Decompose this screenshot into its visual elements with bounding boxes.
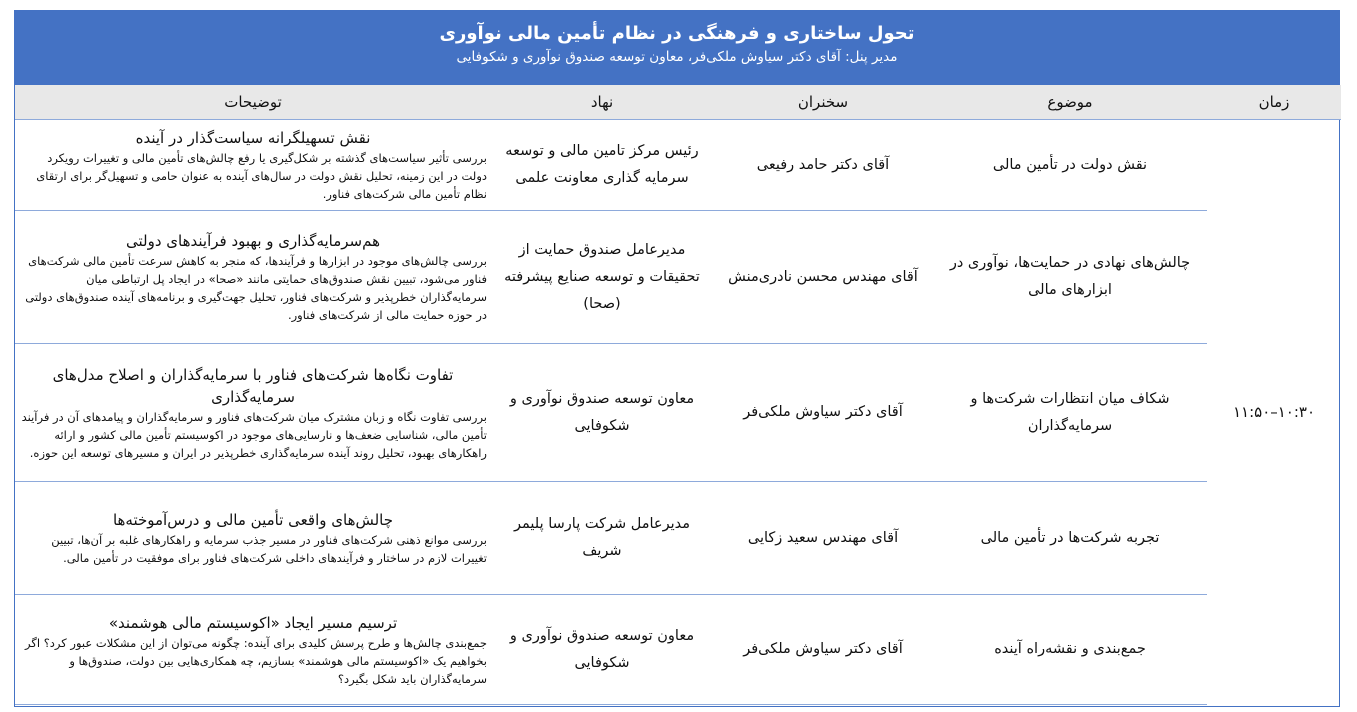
table-row: [15, 120, 1341, 211]
topic-cell: تجربه شرکت‌ها در تأمین مالی: [933, 482, 1207, 595]
topic-cell: جمع‌بندی و نقشه‌راه آینده: [933, 595, 1207, 705]
column-header-time: زمان: [1207, 85, 1341, 120]
column-header-topic: موضوع: [933, 85, 1207, 120]
panel-schedule: [14, 10, 1340, 707]
description-cell: [15, 120, 491, 211]
table-row: [15, 344, 1341, 482]
schedule-table: [15, 85, 1341, 705]
speaker-cell: آقای مهندس محسن نادری‌منش: [713, 211, 933, 344]
institution-cell: رئیس مرکز تامین مالی و توسعه سرمایه گذاری معاونت علمی: [491, 120, 713, 211]
description-title: تفاوت نگاه‌ها شرکت‌های فناور با سرمایه‌گذاران و اصلاح مدل‌های سرمایه‌گذاری: [52, 365, 454, 406]
description-body: بررسی تأثیر سیاست‌های گذشته بر شکل‌گیری یا رفع چالش‌های تأمین مالی و تغییرات رویکرد دولت در این زمینه، تحلیل نقش دولت در سال‌های آینده به عنوان حامی و تسهیل‌گر برای ارتقای نظام تأمین مالی شرکت‌های فناور.: [36, 151, 487, 201]
panel-moderator: مدیر پنل: آقای دکتر سیاوش ملکی‌فر، معاون توسعه صندوق نوآوری و شکوفایی: [456, 49, 898, 65]
column-header-description: توضیحات: [15, 85, 491, 120]
panel-header: [15, 11, 1339, 85]
description-title: ترسیم مسیر ایجاد «اکوسیستم مالی هوشمند»: [108, 613, 398, 632]
topic-cell: شکاف میان انتظارات شرکت‌ها و سرمایه‌گذاران: [933, 344, 1207, 482]
table-row: [15, 482, 1341, 595]
column-header-institution: نهاد: [491, 85, 713, 120]
description-body: بررسی چالش‌های موجود در ابزارها و فرآیندها، که منجر به کاهش سرعت تأمین مالی شرکت‌های فناور می‌شود، تبیین نقش صندوق‌های حمایتی مانند «صحا» در ایجاد پل ارتباطی میان سرمایه‌گذاران خطرپذیر و شرکت‌های فناور، تحلیل جهت‌گیری و برنامه‌های آینده صندوق‌های دولتی در حوزه حمایت مالی از شرکت‌های فناور.: [25, 254, 487, 322]
description-title: چالش‌های واقعی تأمین مالی و درس‌آموخته‌ها: [112, 511, 394, 529]
table-header-row: [15, 85, 1341, 120]
description-body: جمع‌بندی چالش‌ها و طرح پرسش کلیدی برای آینده: چگونه می‌توان از این مشکلات عبور کرد؟ اگر بخواهیم یک «اکوسیستم مالی هوشمند» بسازیم، چه همکاری‌هایی بین دولت، صندوق‌ها و سرمایه‌گذاران باید شکل بگیرد؟: [25, 635, 487, 686]
panel-title: تحول ساختاری و فرهنگی در نظام تأمین مالی نوآوری: [439, 23, 915, 44]
speaker-cell: آقای دکتر سیاوش ملکی‌فر: [713, 595, 933, 705]
institution-cell: مدیرعامل صندوق حمایت از تحقیقات و توسعه صنایع پیشرفته (صحا): [491, 211, 713, 344]
speaker-cell: آقای دکتر سیاوش ملکی‌فر: [713, 344, 933, 482]
description-body: بررسی موانع ذهنی شرکت‌های فناور در مسیر جذب سرمایه و راهکارهای غلبه بر آن‌ها، تبیین تغییرات لازم در ساختار و فرآیندهای داخلی شرکت‌های فناور برای موفقیت در تأمین مالی.: [51, 533, 487, 565]
column-header-speakers: سخنران: [713, 85, 933, 120]
topic-cell: نقش دولت در تأمین مالی: [933, 120, 1207, 211]
institution-cell: معاون توسعه صندوق نوآوری و شکوفایی: [491, 595, 713, 705]
description-cell: [15, 482, 491, 595]
table-row: [15, 211, 1341, 344]
table-row: [15, 595, 1341, 705]
speaker-cell: آقای مهندس سعید زکایی: [713, 482, 933, 595]
description-title: نقش تسهیلگرانه سیاست‌گذار در آینده: [135, 129, 371, 147]
description-cell: [15, 344, 491, 482]
time-slot: ۱۰:۳۰–۱۱:۵۰: [1232, 402, 1316, 421]
institution-cell: معاون توسعه صندوق نوآوری و شکوفایی: [491, 344, 713, 482]
topic-cell: چالش‌های نهادی در حمایت‌ها، نوآوری در ابزارهای مالی: [933, 211, 1207, 344]
institution-cell: مدیرعامل شرکت پارسا پلیمر شریف: [491, 482, 713, 595]
description-title: هم‌سرمایه‌گذاری و بهبود فرآیندهای دولتی: [125, 232, 381, 250]
description-cell: [15, 211, 491, 344]
description-body: بررسی تفاوت نگاه و زبان مشترک میان شرکت‌های فناور و سرمایه‌گذاران و پیامدهای آن در فرآیند تأمین مالی، شناسایی ضعف‌ها و نارسایی‌های موجود در اکوسیستم تأمین مالی کشور و ارائه راهکارهای بهبود، تحلیل روند آینده سرمایه‌گذاری خطرپذیر در ایران و مسیرهای توسعه این حوزه.: [21, 409, 487, 460]
description-cell: [15, 595, 491, 705]
speaker-cell: آقای دکتر حامد رفیعی: [713, 120, 933, 211]
